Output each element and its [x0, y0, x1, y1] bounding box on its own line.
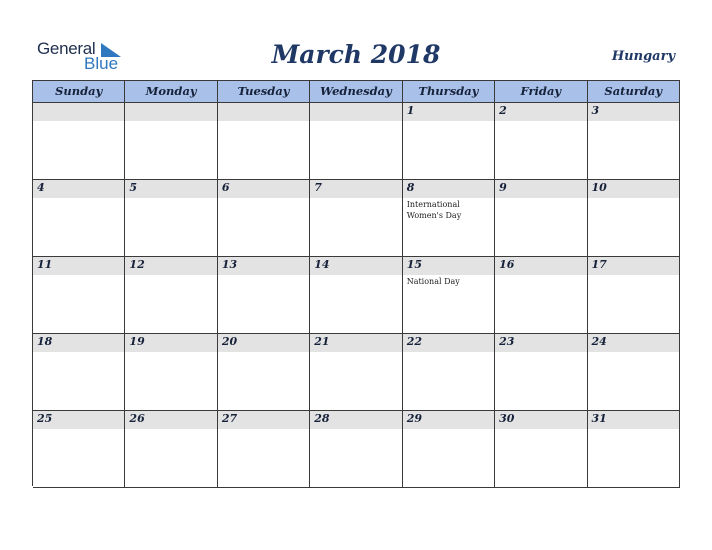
day-number: 19	[129, 335, 145, 348]
calendar-day-cell[interactable]	[125, 180, 217, 257]
day-number-band	[33, 257, 124, 275]
day-number-band	[33, 180, 124, 198]
calendar-day-cell[interactable]	[218, 103, 310, 180]
weekday-header: Wednesday	[310, 81, 402, 103]
day-number: 30	[499, 412, 515, 425]
logo-text-general: General	[37, 39, 96, 58]
day-number-band	[495, 411, 586, 429]
day-number-band	[218, 180, 309, 198]
day-number: 22	[406, 335, 422, 348]
day-number: 14	[314, 258, 330, 271]
day-number: 10	[591, 181, 607, 194]
day-number-band	[403, 180, 494, 198]
day-number-band	[33, 103, 124, 121]
calendar-day-cell[interactable]	[403, 103, 495, 180]
day-number: 25	[37, 412, 53, 425]
calendar-day-cell[interactable]	[403, 257, 495, 334]
day-number-band	[495, 334, 586, 352]
day-number: 23	[499, 335, 515, 348]
day-number-band	[310, 103, 401, 121]
calendar-day-cell[interactable]	[125, 257, 217, 334]
calendar-week-row	[33, 257, 680, 334]
day-number-band	[588, 257, 679, 275]
calendar-day-cell[interactable]	[125, 334, 217, 411]
weekday-header: Saturday	[588, 81, 680, 103]
day-number-band	[125, 334, 216, 352]
calendar-day-cell[interactable]	[495, 334, 587, 411]
day-number-band	[588, 334, 679, 352]
calendar-day-cell[interactable]	[495, 180, 587, 257]
day-number-band	[310, 180, 401, 198]
calendar-day-cell[interactable]	[218, 257, 310, 334]
calendar-day-cell[interactable]	[310, 257, 402, 334]
calendar-day-cell[interactable]	[403, 180, 495, 257]
day-number: 6	[221, 181, 230, 194]
calendar-day-cell[interactable]	[33, 257, 125, 334]
day-number-band	[310, 257, 401, 275]
calendar-week-row	[33, 411, 680, 488]
calendar-day-cell[interactable]	[310, 103, 402, 180]
day-number: 8	[406, 181, 415, 194]
day-number: 5	[129, 181, 138, 194]
calendar-day-cell[interactable]	[33, 180, 125, 257]
calendar-day-cell[interactable]	[33, 103, 125, 180]
day-number: 16	[499, 258, 515, 271]
day-number-band	[125, 257, 216, 275]
day-number: 12	[129, 258, 145, 271]
weekday-header: Tuesday	[218, 81, 310, 103]
day-number: 3	[591, 104, 600, 117]
day-number: 31	[591, 412, 607, 425]
day-number: 20	[221, 335, 238, 348]
day-number-band	[403, 411, 494, 429]
day-number-band	[33, 334, 124, 352]
calendar-week-row	[33, 334, 680, 411]
weekday-header: Friday	[495, 81, 587, 103]
day-number-band	[495, 180, 586, 198]
calendar-day-cell[interactable]	[310, 334, 402, 411]
day-number: 15	[406, 258, 422, 271]
calendar-day-cell[interactable]	[588, 411, 680, 488]
day-number-band	[218, 257, 309, 275]
calendar-week-row	[33, 180, 680, 257]
day-number-band	[403, 257, 494, 275]
calendar-day-cell[interactable]	[403, 411, 495, 488]
day-number: 29	[406, 412, 422, 425]
day-number: 1	[406, 104, 415, 117]
calendar-day-cell[interactable]	[33, 411, 125, 488]
day-number: 11	[37, 258, 53, 271]
calendar-day-cell[interactable]	[495, 257, 587, 334]
day-number: 2	[499, 104, 507, 117]
calendar-day-cell[interactable]	[588, 334, 680, 411]
calendar-day-cell[interactable]	[125, 103, 217, 180]
day-number-band	[495, 257, 586, 275]
calendar-day-cell[interactable]	[495, 103, 587, 180]
calendar-week-row	[33, 103, 680, 180]
day-number-band	[125, 103, 216, 121]
day-number-band	[125, 411, 216, 429]
day-number: 4	[37, 181, 45, 194]
weekday-header: Sunday	[33, 81, 125, 103]
day-number-band	[495, 103, 586, 121]
day-number: 17	[591, 258, 607, 271]
calendar-day-cell[interactable]	[218, 334, 310, 411]
day-number: 21	[314, 335, 330, 348]
day-number-band	[218, 103, 309, 121]
day-number-band	[403, 103, 494, 121]
calendar-day-cell[interactable]	[33, 334, 125, 411]
calendar-day-cell[interactable]	[588, 257, 680, 334]
logo-text-blue: Blue	[84, 54, 119, 73]
calendar-day-cell[interactable]	[588, 103, 680, 180]
day-number-band	[588, 180, 679, 198]
weekday-header: Thursday	[403, 81, 495, 103]
day-number-band	[403, 334, 494, 352]
calendar-day-cell[interactable]	[310, 180, 402, 257]
day-number: 18	[37, 335, 53, 348]
day-number: 9	[499, 181, 507, 194]
weekday-header-row	[33, 81, 680, 103]
day-number-band	[218, 334, 309, 352]
holiday-event: National Day	[406, 277, 460, 286]
calendar-day-cell[interactable]	[218, 180, 310, 257]
day-number: 13	[221, 258, 238, 271]
day-number-band	[218, 411, 309, 429]
day-number: 24	[591, 335, 607, 348]
calendar-day-cell[interactable]	[403, 334, 495, 411]
day-number-band	[125, 180, 216, 198]
calendar-day-cell[interactable]	[588, 180, 680, 257]
country-label: Hungary	[611, 49, 675, 64]
day-number-band	[310, 411, 401, 429]
day-number: 27	[221, 412, 238, 425]
calendar-day-cell[interactable]	[310, 411, 402, 488]
day-number: 28	[314, 412, 330, 425]
day-number-band	[310, 334, 401, 352]
day-number-band	[33, 411, 124, 429]
day-number-band	[588, 103, 679, 121]
holiday-event: International Women's Day	[406, 200, 462, 220]
calendar-day-cell[interactable]	[495, 411, 587, 488]
day-number-band	[588, 411, 679, 429]
calendar-day-cell[interactable]	[125, 411, 217, 488]
calendar-grid	[32, 80, 680, 486]
calendar-day-cell[interactable]	[218, 411, 310, 488]
calendar-title: March 2018	[271, 40, 441, 69]
day-number: 7	[314, 181, 322, 194]
weekday-header: Monday	[125, 81, 217, 103]
day-number: 26	[129, 412, 145, 425]
